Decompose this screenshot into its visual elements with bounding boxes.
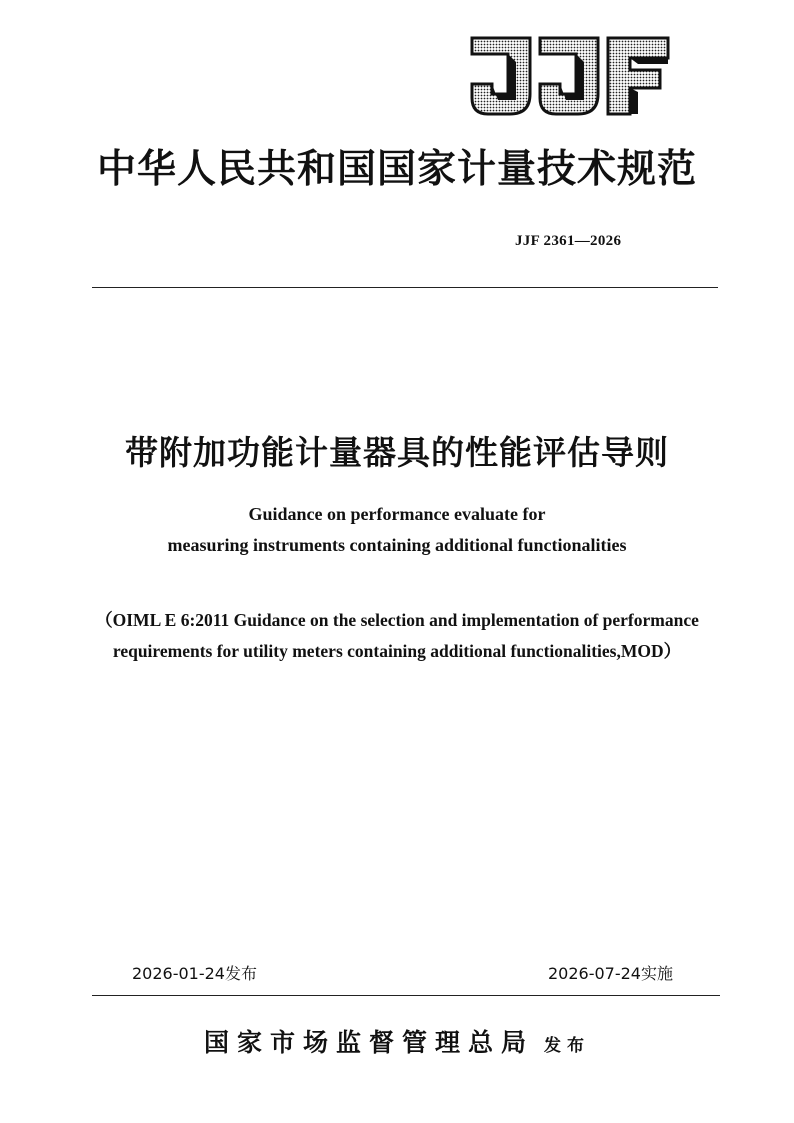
bottom-divider: [92, 995, 720, 996]
chinese-title: 带附加功能计量器具的性能评估导则: [125, 433, 669, 472]
logo-letter-j1: [472, 38, 530, 114]
standard-number: JJF 2361—2026: [515, 233, 622, 249]
publisher-suffix: 发布: [544, 1036, 590, 1056]
top-divider: [92, 287, 718, 288]
logo-letter-j2: [540, 38, 598, 114]
logo-letter-f: [608, 38, 668, 114]
jjf-logo-graphic: [468, 34, 672, 118]
implement-date: 2026-07-24实施: [548, 964, 673, 983]
adoption-note-line-1: （OIML E 6:2011 Guidance on the selection and implementation of performance: [95, 610, 699, 630]
english-title-line-2: measuring instruments containing additional functionalities: [167, 535, 627, 555]
standard-category-title: 中华人民共和国国家计量技术规范: [96, 147, 697, 192]
publisher-name: 国家市场监督管理总局: [203, 1028, 534, 1057]
publish-date: 2026-01-24发布: [132, 964, 257, 983]
adoption-note-line-2: requirements for utility meters containing additional functionalities,MOD）: [112, 641, 682, 661]
english-title-line-1: Guidance on performance evaluate for: [248, 504, 546, 524]
jjf-logo-icon: [468, 34, 672, 118]
publisher: [0, 1030, 794, 1055]
